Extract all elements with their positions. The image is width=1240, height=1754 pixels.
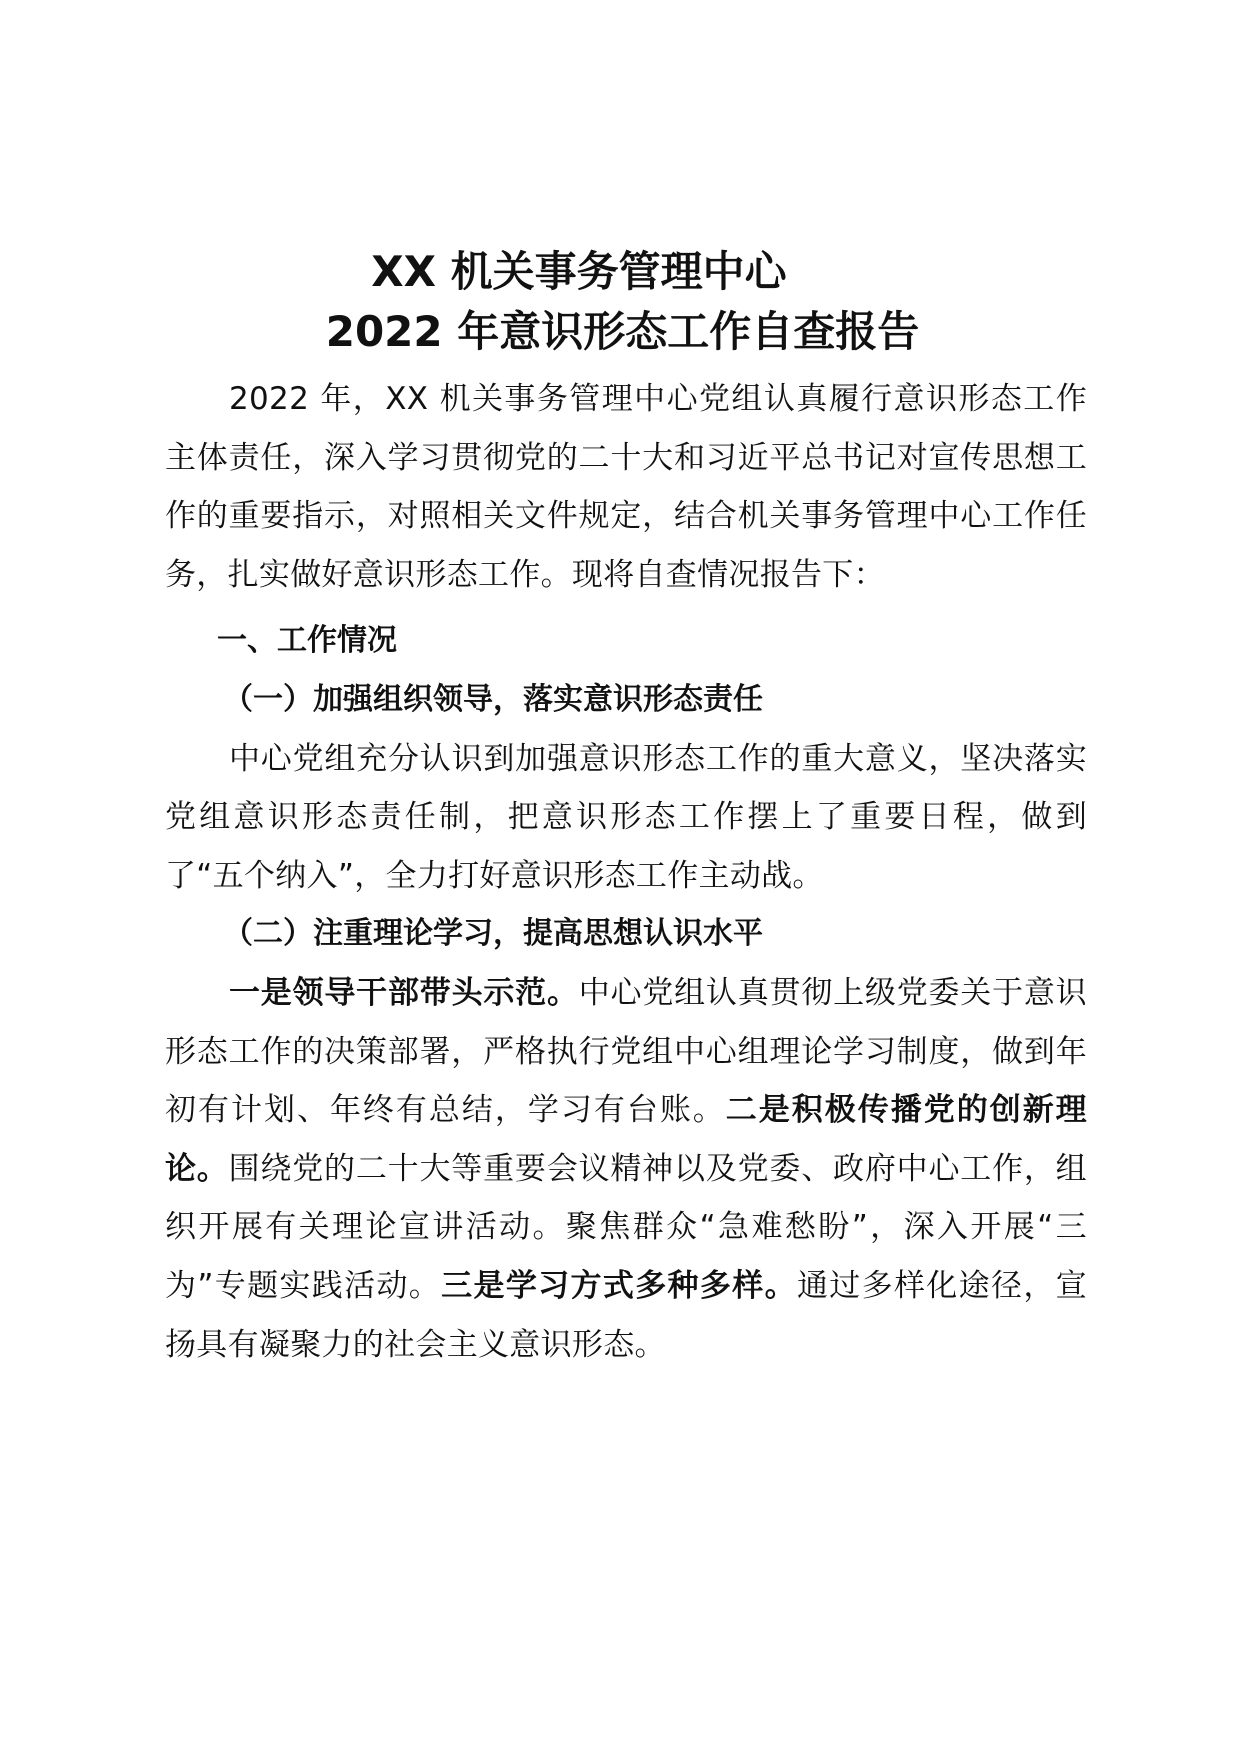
subsection-1-paragraph: 中心党组充分认识到加强意识形态工作的重大意义，坚决落实党组意识形态责任制，把意识形态工作摆上了重要日程，做到了“五个纳入”，全力打好意识形态工作主动战。 <box>165 740 1087 894</box>
subsection-heading-2: （二）注重理论学习，提高思想认识水平 <box>223 916 763 952</box>
point-2-lead: 二是积极传播党的创新理论。 <box>165 1092 1087 1187</box>
spacer <box>165 604 1087 612</box>
point-3-text: 通过多样化途径，宣扬具有凝聚力的社会主义意识形态。 <box>165 1267 1087 1363</box>
point-1-text: 中心党组认真贯彻上级党委关于意识形态工作的决策部署，严格执行党组中心组理论学习制度，做到年初有计划、年终有总结，学习有台账。 <box>165 974 1087 1129</box>
point-2-text: 围绕党的二十大等重要会议精神以及党委、政府中心工作，组织开展有关理论宣讲活动。聚焦群众“急难愁盼”，深入开展“三为”专题实践活动。 <box>165 1150 1087 1304</box>
document-body <box>165 370 1087 1374</box>
subsection-2-paragraph <box>165 964 1087 1374</box>
section-heading-work-status: 一、工作情况 <box>217 623 397 659</box>
point-1-lead: 一是领导干部带头示范。 <box>229 974 579 1011</box>
document-title <box>0 242 1240 362</box>
point-3-lead: 三是学习方式多种多样。 <box>441 1267 797 1304</box>
subsection-heading-1: （一）加强组织领导，落实意识形态责任 <box>223 681 763 717</box>
intro-paragraph: 2022 年，XX 机关事务管理中心党组认真履行意识形态工作主体责任，深入学习贯彻党的二十大和习近平总书记对宣传思想工作的重要指示，对照相关文件规定，结合机关事务管理中心工作任务，扎实做好意识形态工作。现将自查情况报告下： <box>165 381 1087 593</box>
title-line-2: 2022 年意识形态工作自查报告 <box>325 307 920 356</box>
title-line-1: XX 机关事务管理中心 <box>371 247 787 296</box>
